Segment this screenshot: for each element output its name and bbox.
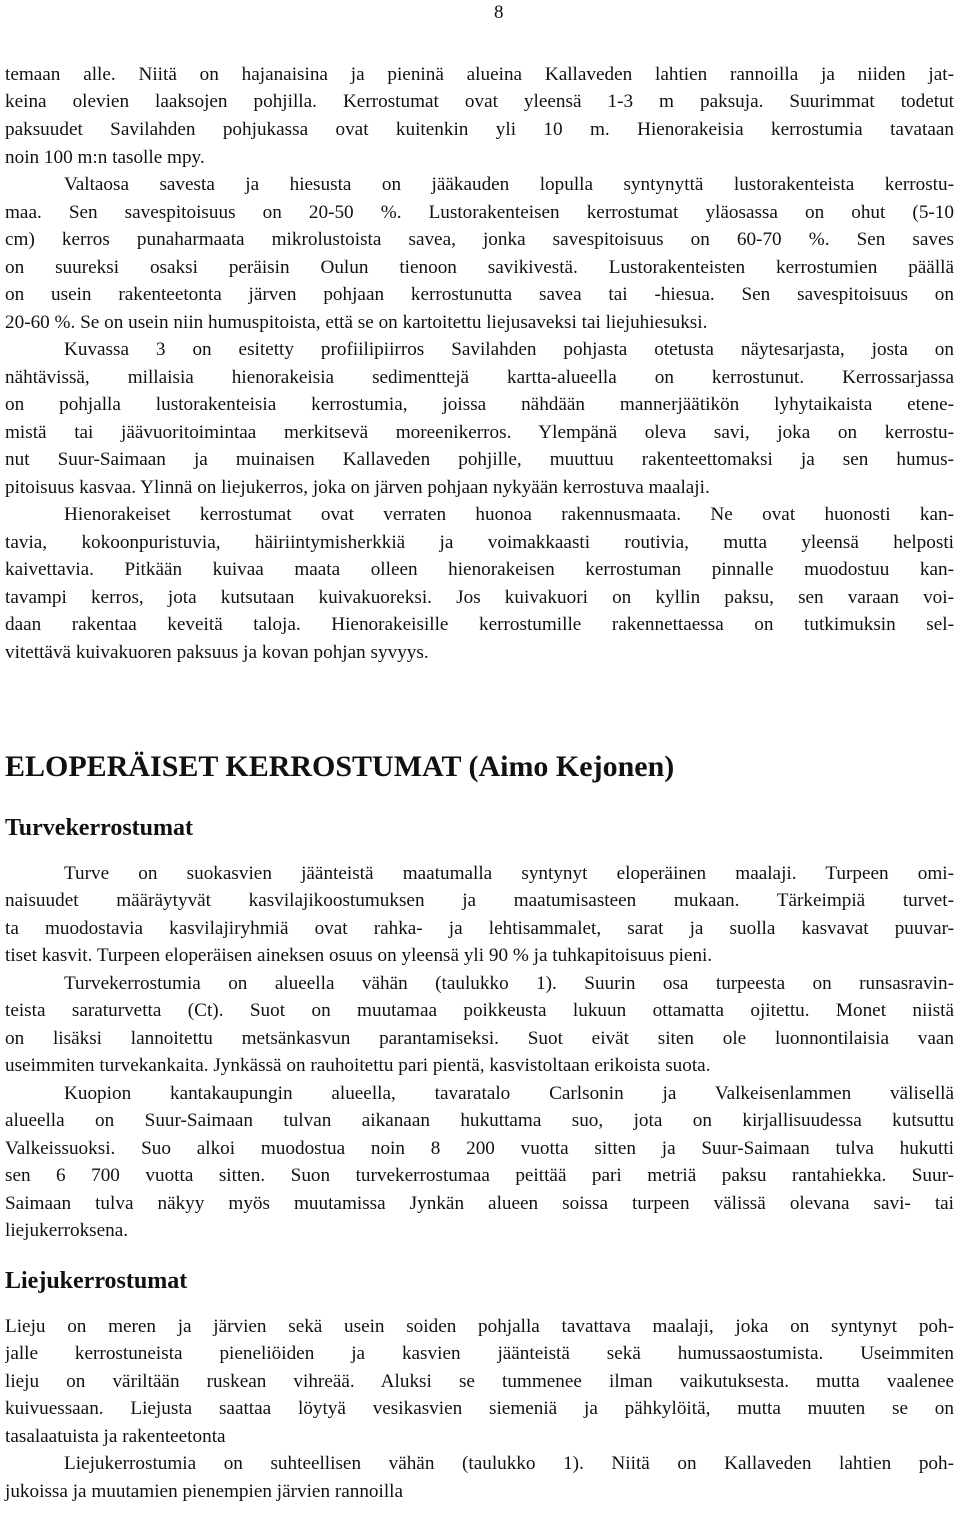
section-heading-turve: Turvekerrostumat	[5, 815, 193, 841]
text-line: on usein rakenteetonta järven pohjaan kerrostunutta savea tai -hiesua. Sen savespitoisuus on	[5, 284, 954, 305]
text-line: 20-60 %. Se on usein niin humuspitoista, että se on kartoitettu liejusaveksi tai liejuhiesuksi.	[5, 312, 708, 333]
page-number: 8	[494, 2, 504, 23]
text-line: Saimaan tulva näkyy myös muutamissa Jynkän alueen soissa turpeen välissä olevana savi- tai	[5, 1193, 954, 1214]
text-line: jalle kerrostuneista pieneliöiden ja kasvien jäänteistä sekä humussaostumista. Useimmiten	[5, 1343, 954, 1364]
text-line: maa. Sen savespitoisuus on 20-50 %. Lustorakenteisen kerrostumat yläosassa on ohut (5-10	[5, 202, 954, 223]
text-line: nut Suur-Saimaan ja muinaisen Kallaveden pohjille, muuttuu rakenteettomaksi ja sen humus-	[5, 449, 954, 470]
text-line: liejukerroksena.	[5, 1220, 129, 1241]
text-line: on lisäksi lannoitettu metsänkasvun parantamiseksi. Suot eivät siten ole luonnontilaisia vaan	[5, 1028, 954, 1049]
text-line: jukoissa ja muutamien pienempien järvien rannoilla	[5, 1481, 404, 1502]
text-line: Turve on suokasvien jäänteistä maatumalla syntynyt eloperäinen maalaji. Turpeen omi-	[64, 863, 954, 884]
text-line: ta muodostavia kasvilajiryhmiä ovat rahka- ja lehtisammalet, sarat ja suolla kasvavat puuvar-	[5, 918, 954, 939]
text-line: useimmiten turvekankaita. Jynkässä on rauhoitettu pari pientä, kasvistoltaan erikoista suota.	[5, 1055, 711, 1076]
text-line: on pohjalla lustorakenteisia kerrostumia, joissa nähdään mannerjäätikön lyhytaikaista etene-	[5, 394, 954, 415]
text-line: Liejukerrostumia on suhteellisen vähän (taulukko 1). Niitä on Kallaveden lahtien poh-	[64, 1453, 954, 1474]
text-line: Valtaosa savesta ja hiesusta on jääkauden lopulla syntynyttä lustorakenteista kerrostu-	[64, 174, 954, 195]
main-heading: ELOPERÄISET KERROSTUMAT (Aimo Kejonen)	[5, 750, 675, 783]
text-line: alueella on Suur-Saimaan tulvan aikanaan hukuttama suo, jota on kirjallisuudessa kutsuttu	[5, 1110, 954, 1131]
text-line: Kuopion kantakaupungin alueella, tavaratalo Carlsonin ja Valkeisenlammen välisellä	[64, 1083, 954, 1104]
text-line: naisuudet määräytyvät kasvilajikoostumuksen ja maatumisasteen mukaan. Tärkeimpiä turvet-	[5, 890, 954, 911]
text-line: Hienorakeiset kerrostumat ovat verraten huonoa rakennusmaata. Ne ovat huonosti kan-	[64, 504, 954, 525]
text-line: tavampi kerros, jota kutsutaan kuivakuoreksi. Jos kuivakuori on kyllin paksu, sen varaan voi-	[5, 587, 954, 608]
text-line: Kuvassa 3 on esitetty profiilipiirros Savilahden pohjasta otetusta näytesarjasta, josta on	[64, 339, 954, 360]
text-line: noin 100 m:n tasolle mpy.	[5, 147, 205, 168]
text-line: paksuudet Savilahden pohjukassa ovat kuitenkin yli 10 m. Hienorakeisia kerrostumia tavataan	[5, 119, 954, 140]
section-heading-lieju: Liejukerrostumat	[5, 1268, 188, 1294]
text-line: daan rakentaa keveitä taloja. Hienorakeisille kerrostumille rakennettaessa on tutkimuksin sel-	[5, 614, 954, 635]
text-line: on suureksi osaksi peräisin Oulun tienoon savikivestä. Lustorakenteisten kerrostumien päällä	[5, 257, 954, 278]
text-line: sen 6 700 vuotta sitten. Suon turvekerrostumaa peittää pari metriä paksu rantahiekka. Suur-	[5, 1165, 954, 1186]
text-line: nähtävissä, millaisia hienorakeisia sedimenttejä kartta-alueella on kerrostunut. Kerrossarjassa	[5, 367, 954, 388]
text-line: Valkeissuoksi. Suo alkoi muodostua noin 8 200 vuotta sitten ja Suur-Saimaan tulva hukutti	[5, 1138, 954, 1159]
text-line: cm) kerros punaharmaata mikrolustoista savea, jonka savespitoisuus on 60-70 %. Sen saves	[5, 229, 954, 250]
text-line: pitoisuus kasvaa. Ylinnä on liejukerros, joka on järven pohjaan nykyään kerrostuva maalaji.	[5, 477, 710, 498]
text-line: vitettävä kuivakuoren paksuus ja kovan pohjan syvyys.	[5, 642, 429, 663]
text-line: temaan alle. Niitä on hajanaisina ja pieninä alueina Kallaveden lahtien rannoilla ja niiden jat-	[5, 64, 954, 85]
text-line: lieju on väriltään ruskean vihreää. Aluksi se tummenee ilman vaikutuksesta. mutta vaalenee	[5, 1371, 954, 1392]
text-line: mistä tai jäävuoritoimintaa merkitsevä moreenikerros. Ylempänä oleva savi, joka on kerrostu-	[5, 422, 954, 443]
text-line: tavia, kokoonpuristuvia, häiriintymisherkkiä ja voimakkaasti routivia, mutta yleensä helposti	[5, 532, 954, 553]
text-line: kaivettavia. Pitkään kuivaa maata olleen hienorakeisen kerrostuman pinnalle muodostuu kan-	[5, 559, 954, 580]
text-line: tasalaatuista ja rakenteetonta	[5, 1426, 226, 1447]
text-line: Turvekerrostumia on alueella vähän (taulukko 1). Suurin osa turpeesta on runsasravin-	[64, 973, 954, 994]
text-line: tiset kasvit. Turpeen eloperäisen aineksen osuus on yleensä yli 90 % ja tuhkapitoisuus pieni.	[5, 945, 713, 966]
text-line: keina olevien laaksojen pohjilla. Kerrostumat ovat yleensä 1-3 m paksuja. Suurimmat todetut	[5, 91, 954, 112]
text-line: kuivuessaan. Liejusta saattaa löytyä vesikasvien siemeniä ja pähkylöitä, mutta muuten se on	[5, 1398, 954, 1419]
text-line: Lieju on meren ja järvien sekä usein soiden pohjalla tavattava maalaji, joka on syntynyt poh-	[5, 1316, 954, 1337]
text-line: teista saraturvetta (Ct). Suot on muutamaa poikkeusta lukuun ottamatta ojitettu. Monet niistä	[5, 1000, 954, 1021]
